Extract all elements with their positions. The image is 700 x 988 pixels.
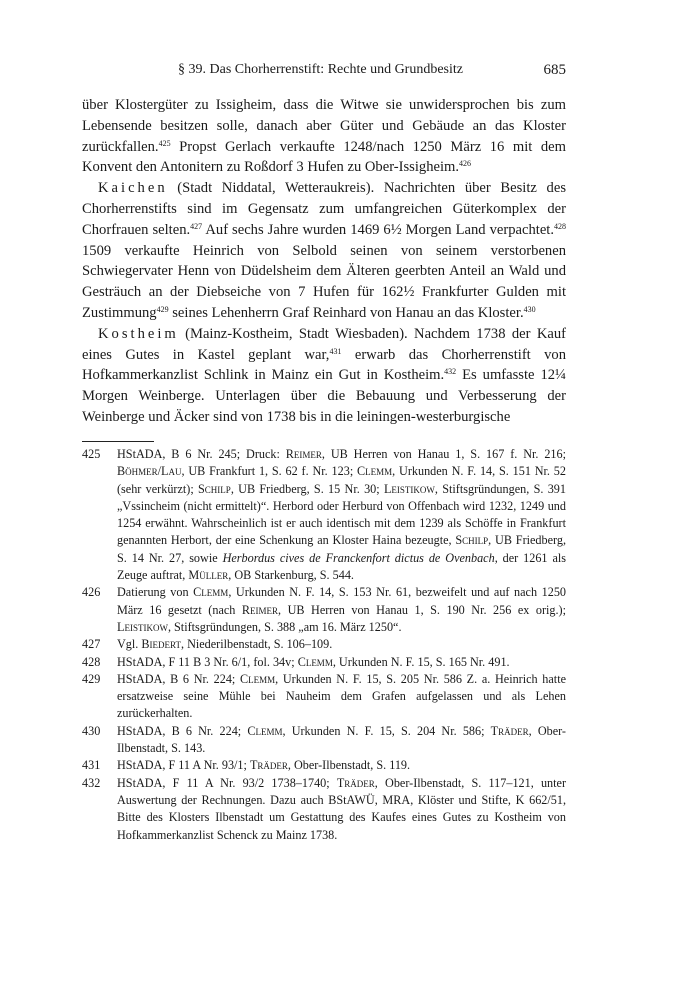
footnote-ref-430[interactable]: 430 (523, 304, 536, 314)
footnote-429: 429 HStADA, B 6 Nr. 224; Clemm, Urkunden N. F. 15, S. 205 Nr. 586 Z. a. Heinrich hatte ersatzweise seine Mühle bei Nauheim dem Grafen aufgelassen und als Lehen zurückerhalten. (82, 671, 566, 721)
footnote-number: 428 (82, 654, 101, 669)
paragraph-issigheim: über Klostergüter zu Issigheim, dass die Witwe sie unwidersprochen bis zum Lebensende besitzen solle, danach aber Güter und Gebäude an das Kloster zurückfallen.$^{425}$ Propst Gerlach verkaufte 1248/nach 1250 März 16 mit dem Konvent den Antonitern zu Roßdorf 3 Hufen zu Ober-Issigheim.$^{426}$ (82, 97, 566, 176)
footnote-ref-425[interactable]: 425 (158, 138, 171, 148)
footnote-425: 425 HStADA, B 6 Nr. 245; Druck: Reimer, UB Herren von Hanau 1, S. 167 f. Nr. 216; Böhmer/Lau, UB Frankfurt 1, S. 62 f. Nr. 123; Clemm, Urkunden N. F. 14, S. 151 Nr. 52 (sehr verkürzt); Schilp, UB Friedberg, S. 15 Nr. 30; Leistikow, Stiftsgründungen, S. 391 „Vssincheim (nicht ermittelt)“. Herbord oder Herburd von Offenbach wird 1232, 1249 und 1254 erwähnt. Wahrscheinlich ist er auch identisch mit dem 1239 als Schöffe in Frankfurt genannten Herbort, der eine Schenkung an Kloster Haina bezeugte, Schilp, UB Friedberg, S. 14 Nr. 27, sowie Herbordus cives de Franckenfort dictus de Ovenbach, der 1261 als Zeuge auftrat, Müller, OB Starkenburg, S. 544. (82, 447, 567, 583)
footnote-number: 431 (82, 758, 101, 773)
footnote-431: 431 HStADA, F 11 A Nr. 93/1; Träder, Ober-Ilbenstadt, S. 119. (82, 757, 566, 774)
footnote-ref-432[interactable]: 432 (444, 367, 457, 377)
footnote-428: 428 HStADA, F 11 B 3 Nr. 6/1, fol. 34v; Clemm, Urkunden N. F. 15, S. 165 Nr. 491. (82, 654, 566, 671)
page-number: 685 (543, 62, 566, 78)
place-name-kaichen: Kaichen (98, 180, 168, 197)
main-text (82, 95, 566, 428)
footnote-432: 432 HStADA, F 11 A Nr. 93/2 1738–1740; Träder, Ober-Ilbenstadt, S. 117–121, unter Auswertung der Rechnungen. Dazu auch BStAWÜ, MRA, Klöster und Stifte, K 662/51, Bitte des Klosters Ilbenstadt um Gestattung des Kaufes eines Gutes zu Kostheim von Hofkammerkanzlist Schenck zu Mainz 1738. (82, 775, 567, 842)
footnote-ref-427[interactable]: 427 (190, 221, 203, 231)
place-name-kostheim: Kostheim (98, 325, 179, 342)
running-title: § 39. Das Chorherrenstift: Rechte und Grundbesitz (178, 62, 463, 77)
footnote-ref-431[interactable]: 431 (329, 346, 342, 356)
paragraph-kostheim: Kostheim (Mainz-Kostheim, Stadt Wiesbaden). Nachdem 1738 der Kauf eines Gutes in Kastel geplant war,$^{431}$ erwarb das Chorherrenstift von Hofkammerkanzlist Schlink in Mainz ein Gut in Kostheim.$^{432}$ Es umfasste 12¼ Morgen Weinberge. Unterlagen über die Bebauung und Verbesserung der Weinberge und Äcker sind von 1738 bis in die leiningen-westerburgische (82, 325, 566, 425)
footnote-ref-426[interactable]: 426 (459, 159, 472, 169)
footnote-number: 427 (82, 637, 101, 652)
footnote-number: 425 (82, 447, 101, 461)
page-header (82, 62, 566, 82)
footnote-427: 427 Vgl. Biedert, Niederilbenstadt, S. 106–109. (82, 636, 566, 653)
footnote-ref-428[interactable]: 428 (554, 221, 567, 231)
footnotes (82, 446, 566, 844)
paragraph-kaichen: Kaichen (Stadt Niddatal, Wetteraukreis). Nachrichten über Besitz des Chorherrenstifts sind im Gegensatz zum umfangreichen Güterkomplex der Chorfrauen selten.$^{427}$ Auf sechs Jahre wurden 1469 6½ Morgen Land verpachtet.$^{428}$ 1509 verkaufte Heinrich von Selbold seinen von seinem verstorbenen Schwiegervater Henn von Düdelsheim dem Älteren geerbten Anteil an Wald und Gesträuch an der Diebseiche von 7 Hufen für 162½ Frankfurter Gulden mit Zustimmung$^{429}$ seines Lehenherrn Graf Reinhard von Hanau an das Kloster.$^{430}$ (82, 180, 567, 321)
footnote-ref-429[interactable]: 429 (156, 304, 169, 314)
footnote-number: 426 (82, 585, 101, 600)
footnote-430: 430 HStADA, B 6 Nr. 224; Clemm, Urkunden N. F. 15, S. 204 Nr. 586; Träder, Ober-Ilbenstadt, S. 143. (82, 723, 566, 756)
footnote-number: 432 (82, 775, 101, 790)
footnote-number: 429 (82, 671, 101, 686)
footnote-separator (82, 441, 154, 442)
footnote-number: 430 (82, 723, 101, 738)
footnote-426: 426 Datierung von Clemm, Urkunden N. F. 14, S. 153 Nr. 61, bezweifelt und auf nach 1250 März 16 gesetzt (nach Reimer, UB Herren von Hanau 1, S. 190 Nr. 256 ex orig.); Leistikow, Stiftsgründungen, S. 388 „am 16. März 1250“. (82, 585, 567, 634)
